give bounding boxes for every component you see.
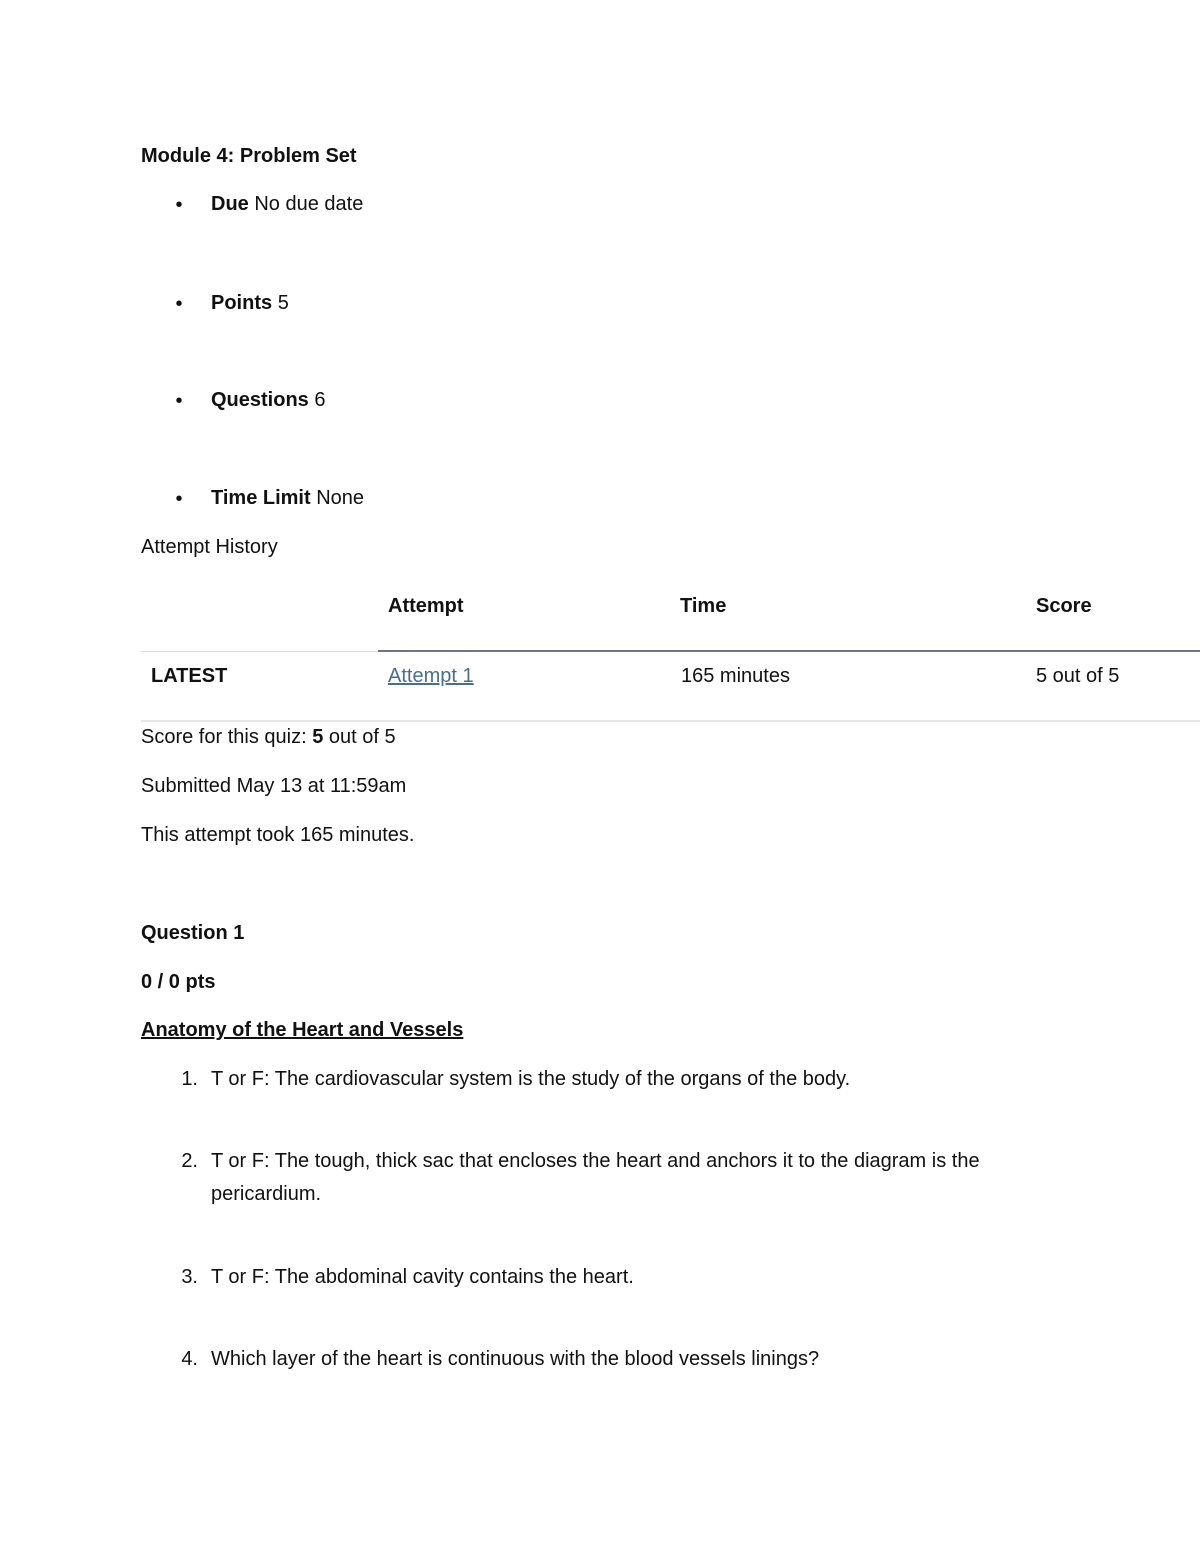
table-header-divider-active xyxy=(378,650,1200,652)
item-number: 3. xyxy=(181,1266,198,1288)
attempt-cell xyxy=(388,664,474,688)
meta-label: Due xyxy=(211,193,249,215)
quiz-score xyxy=(141,725,396,749)
bullet-icon: • xyxy=(175,194,183,216)
attempt-duration: This attempt took 165 minutes. xyxy=(141,824,415,846)
item-text: T or F: The cardiovascular system is the study of the organs of the body. xyxy=(211,1068,851,1090)
item-number: 1. xyxy=(181,1068,198,1090)
meta-label: Questions xyxy=(211,389,309,411)
attempt-link[interactable]: Attempt 1 xyxy=(388,665,474,687)
score-suffix: out of 5 xyxy=(323,726,396,748)
column-header-time: Time xyxy=(680,595,727,617)
submitted-time: Submitted May 13 at 11:59am xyxy=(141,775,407,797)
attempt-history-heading: Attempt History xyxy=(141,536,278,558)
meta-time-limit xyxy=(211,486,364,510)
bullet-icon: • xyxy=(175,293,183,315)
bullet-icon: • xyxy=(175,488,183,510)
meta-label: Time Limit xyxy=(211,487,311,509)
meta-questions xyxy=(211,388,325,412)
time-cell: 165 minutes xyxy=(681,665,790,687)
item-text: Which layer of the heart is continuous with the blood vessels linings? xyxy=(211,1348,820,1370)
meta-value: 6 xyxy=(314,389,326,411)
latest-tag: LATEST xyxy=(151,665,228,687)
table-header-divider xyxy=(141,651,379,652)
section-heading: Anatomy of the Heart and Vessels xyxy=(141,1019,464,1041)
question-title: Question 1 xyxy=(141,922,245,944)
item-number: 4. xyxy=(181,1348,198,1370)
meta-label: Points xyxy=(211,292,273,314)
meta-points xyxy=(211,291,289,315)
meta-due xyxy=(211,192,363,216)
score-value: 5 xyxy=(312,726,324,748)
score-cell: 5 out of 5 xyxy=(1036,665,1120,687)
question-points: 0 / 0 pts xyxy=(141,971,216,993)
meta-value: None xyxy=(316,487,365,509)
item-number: 2. xyxy=(181,1150,198,1172)
item-text: T or F: The tough, thick sac that encloses the heart and anchors it to the diagram is the pericardium. xyxy=(211,1150,980,1205)
column-header-attempt: Attempt xyxy=(388,595,464,617)
quiz-title: Module 4: Problem Set xyxy=(141,145,357,167)
table-bottom-divider xyxy=(141,720,1200,722)
item-text: T or F: The abdominal cavity contains the heart. xyxy=(211,1266,634,1288)
meta-value: 5 xyxy=(277,292,289,314)
meta-value: No due date xyxy=(254,193,364,215)
bullet-icon: • xyxy=(175,390,183,412)
column-header-score: Score xyxy=(1036,595,1092,617)
score-prefix: Score for this quiz: xyxy=(141,726,313,748)
